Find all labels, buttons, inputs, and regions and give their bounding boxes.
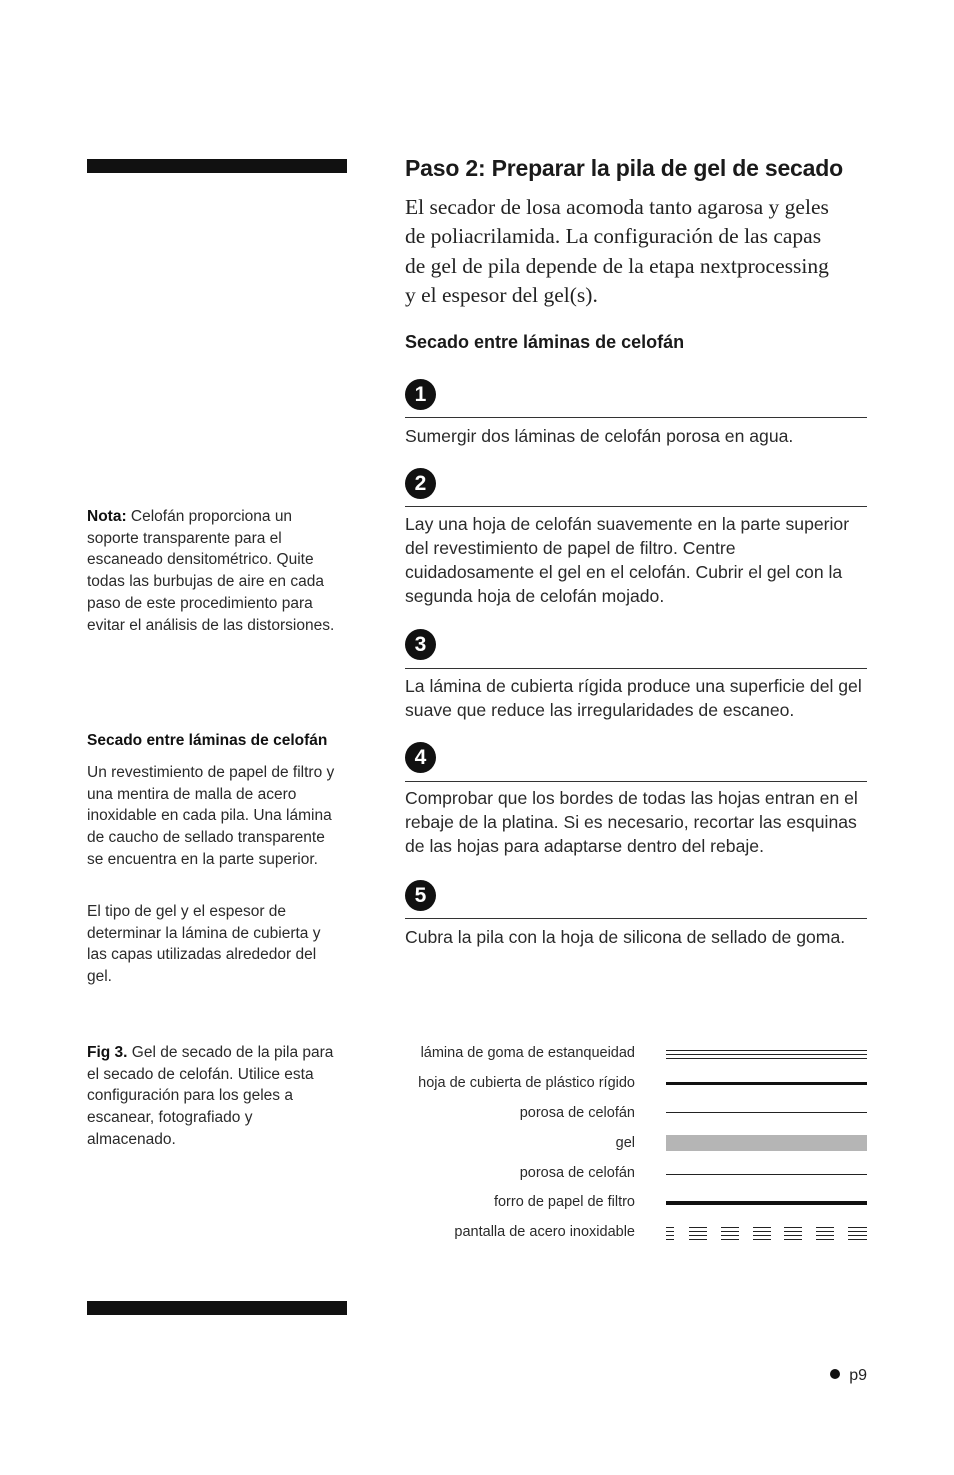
step-number: 3 <box>405 629 436 660</box>
triple-line-swatch <box>666 1050 867 1060</box>
sidebar-section-heading: Secado entre láminas de celofán <box>87 732 328 749</box>
top-rule-bar <box>87 159 347 173</box>
layer-label: porosa de celofán <box>519 1105 635 1121</box>
sidebar-paragraph-2: El tipo de gel y el espesor de determinar la lámina de cubierta y las capas utilizadas alrededor del gel. <box>87 903 321 986</box>
step-number: 4 <box>405 742 436 773</box>
layer-label: pantalla de acero inoxidable <box>454 1224 635 1240</box>
step-number: 1 <box>405 379 436 410</box>
step-text: Comprobar que los bordes de todas las hojas entran en el rebaje de la platina. Si es necesario, recortar las esquinas de las hojas para adaptarse dentro del rebaje. <box>405 788 858 856</box>
layer-sealing-rubber <box>395 1043 867 1063</box>
layer-steel-screen <box>395 1222 867 1242</box>
step-text: Cubra la pila con la hoja de silicona de sellado de goma. <box>405 927 846 947</box>
step-divider <box>405 668 867 669</box>
note-label: Nota: <box>87 508 127 525</box>
note-text: Celofán proporciona un soporte transparente para el escaneado densitométrico. Quite todas las burbujas de aire en cada paso de este procedimiento para evitar el análisis de las distorsiones. <box>87 508 335 634</box>
step-number: 5 <box>405 880 436 911</box>
bottom-rule-bar <box>87 1301 347 1315</box>
step-text: La lámina de cubierta rígida produce una superficie del gel suave que reduce las irregularidades de escaneo. <box>405 676 862 720</box>
layer-gel <box>395 1133 867 1153</box>
step-divider <box>405 417 867 418</box>
thin-line-swatch <box>666 1174 867 1175</box>
page-title: Paso 2: Preparar la pila de gel de secado <box>405 155 843 181</box>
layer-cellophane-top <box>395 1103 867 1123</box>
sidebar-paragraph-1: Un revestimiento de papel de filtro y una mentira de malla de acero inoxidable en cada pila. Una lámina de caucho de sellado transparente se encuentra en la parte superior. <box>87 764 335 868</box>
thin-line-swatch <box>666 1112 867 1113</box>
thick-line-swatch <box>666 1201 867 1205</box>
step-text: Lay una hoja de celofán suavemente en la parte superior del revestimiento de papel de filtro. Centre cuidadosamente el gel en el celofán. Cubrir el gel con la segunda hoja de celofán mojado. <box>405 514 850 606</box>
layer-label: porosa de celofán <box>519 1165 635 1181</box>
layer-label: forro de papel de filtro <box>493 1194 635 1210</box>
sidebar-note <box>87 506 339 636</box>
step-number: 2 <box>405 468 436 499</box>
section-subheading: Secado entre láminas de celofán <box>405 332 685 352</box>
mesh-swatch <box>666 1226 867 1240</box>
step-divider <box>405 781 867 782</box>
figure-caption-text: Gel de secado de la pila para el secado de celofán. Utilice esta configuración para los geles a escanear, fotografiado y almacenado. <box>87 1044 334 1148</box>
step-text: Sumergir dos láminas de celofán porosa en agua. <box>405 426 794 446</box>
layer-label: gel <box>615 1135 635 1151</box>
intro-paragraph: El secador de losa acomoda tanto agarosa y geles de poliacrilamida. La configuración de las capas de gel de pila depende de la etapa nextprocessing y el espesor del gel(s). <box>405 195 829 307</box>
layer-filter-paper <box>395 1192 867 1212</box>
figure-caption <box>87 1042 339 1151</box>
bullet-icon <box>830 1369 840 1379</box>
step-divider <box>405 918 867 919</box>
layer-cellophane-bottom <box>395 1163 867 1183</box>
layer-label: lámina de goma de estanqueidad <box>420 1045 635 1061</box>
step-divider <box>405 506 867 507</box>
thick-line-swatch <box>666 1082 867 1085</box>
figure-label: Fig 3. <box>87 1044 128 1061</box>
page-number: p9 <box>830 1367 867 1385</box>
layer-rigid-cover <box>395 1073 867 1093</box>
gel-band-swatch <box>666 1135 867 1151</box>
layer-label: hoja de cubierta de plástico rígido <box>418 1075 635 1091</box>
